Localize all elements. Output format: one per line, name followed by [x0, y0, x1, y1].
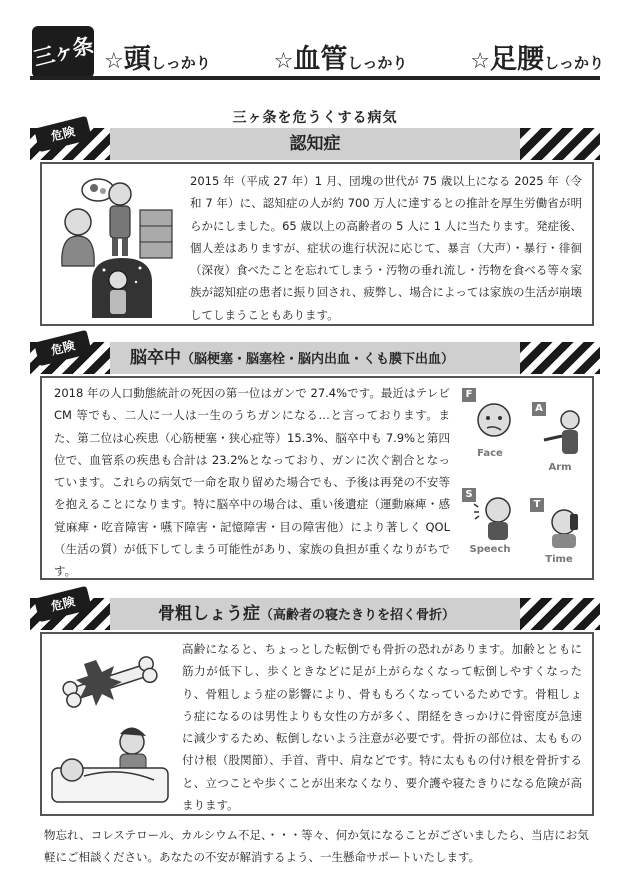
hazard-stripe — [520, 598, 600, 630]
header-badge — [32, 26, 94, 78]
face-icon — [472, 398, 516, 442]
section-title: 認知症 — [289, 134, 341, 154]
arm-icon — [540, 408, 586, 458]
fast-arm: A Arm — [532, 402, 588, 480]
footer-message: 物忘れ、コレステロール、カルシウム不足、・・・等々、何か気になることがございましたら、当店にお気軽にご相談ください。あなたの不安が解消するよう、一生懸命サポートいたします。 — [44, 828, 589, 864]
star-icon: ☆ — [470, 49, 490, 74]
elderly-people-icon — [52, 170, 180, 318]
broken-bone-icon — [50, 642, 172, 806]
phone-call-icon — [540, 504, 586, 550]
osteoporosis-illustration — [50, 642, 172, 806]
fast-time: T Time — [530, 498, 588, 576]
section-title: 脳卒中（脳梗塞・脳塞栓・脳内出血・くも膜下出血） — [130, 348, 455, 368]
section-text-stroke: 2018 年の人口動態統計の死因の第一位はガンで 27.4%です。最近はテレビ CM 等でも、二人に一人は一生のうちガンになる…と言っております。また、第二位は心疾患（心筋梗塞・狭心症等）15.3%、脳卒中も 7.9%と第四位で、血管系の疾患も合計は 23.2%となっており、ガンに次ぐ割合となっています。これらの病気で一命を取り留めた場合でも、予後は再発の不安等を抱えることになります。特に脳卒中の場合は、重い後遺症（運動麻痺・感覚麻痺・吃音障害・嚥下障害・記憶障害・目の障害他）により著しく QOL（生活の質）が低下してしまう可能性があり、家族の負担が重くなりがちです。 — [54, 386, 450, 579]
header-badge-text: 三ヶ条 — [30, 33, 96, 71]
section-banner-dementia — [30, 124, 600, 160]
hazard-stripe — [520, 342, 600, 374]
section-box-stroke — [40, 376, 594, 580]
section-box-osteoporosis — [40, 632, 594, 816]
page-subtitle: 三ヶ条を危うくする病気 — [232, 110, 398, 126]
section-box-dementia — [40, 162, 594, 326]
speech-icon — [472, 494, 516, 542]
fast-speech: S Speech — [462, 488, 518, 566]
header-rule — [30, 76, 600, 80]
hazard-stripe — [520, 128, 600, 160]
dementia-illustration — [52, 170, 180, 318]
headline-item-legs-back: ☆足腰しっかり — [470, 44, 604, 75]
star-icon: ☆ — [104, 49, 124, 74]
section-text-osteoporosis: 高齢になると、ちょっとした転倒でも骨折の恐れがあります。加齢とともに筋力が低下し、歩くときなどに足が上がらなくなって転倒しやすくなったり、骨粗しょう症の影響により、骨ももろくなっているためです。骨粗しょう症になるのは男性よりも女性の方が多く、閉経をきっかけに骨密度が急速に減少するため、転倒しないよう注意が必要です。骨折の部位は、太ももの付け根（股関節）、手首、背中、肩などです。特に太ももの付け根を骨折すると、立つことや歩くことが出来なくなり、要介護や寝たきりになる危険が高まります。 — [182, 642, 582, 813]
section-title: 骨粗しょう症（高齢者の寝たきりを招く骨折） — [158, 604, 456, 624]
section-text-dementia: 2015 年（平成 27 年）1 月、団塊の世代が 75 歳以上になる 2025 年（令和 7 年）に、認知症の人が約 700 万人に達するとの推計を厚生労働省が明らかにしました。65 歳以上の高齢者の 5 人に 1 人に当たります。発症後、個人差はありますが、症状の進行状況に応じて、暴言（大声）・暴行・徘徊（深夜）食べたことを忘れてしまう・汚物の垂れ流し・汚物を食べる等々家族が認知症の患者に振り回され、疲弊し、場合によっては家族の生活が崩壊してしまうこともあります。 — [190, 174, 582, 322]
fast-face: F Face — [462, 388, 518, 466]
headline-item-head: ☆頭しっかり — [104, 44, 211, 75]
danger-tag: 危険 — [34, 116, 92, 152]
danger-tag: 危険 — [34, 586, 92, 622]
danger-tag: 危険 — [34, 330, 92, 366]
headline-item-blood-vessels: ☆血管しっかり — [273, 44, 408, 75]
section-banner-stroke — [30, 338, 600, 374]
section-banner-osteoporosis — [30, 594, 600, 630]
headline — [104, 36, 604, 76]
star-icon: ☆ — [273, 49, 294, 74]
